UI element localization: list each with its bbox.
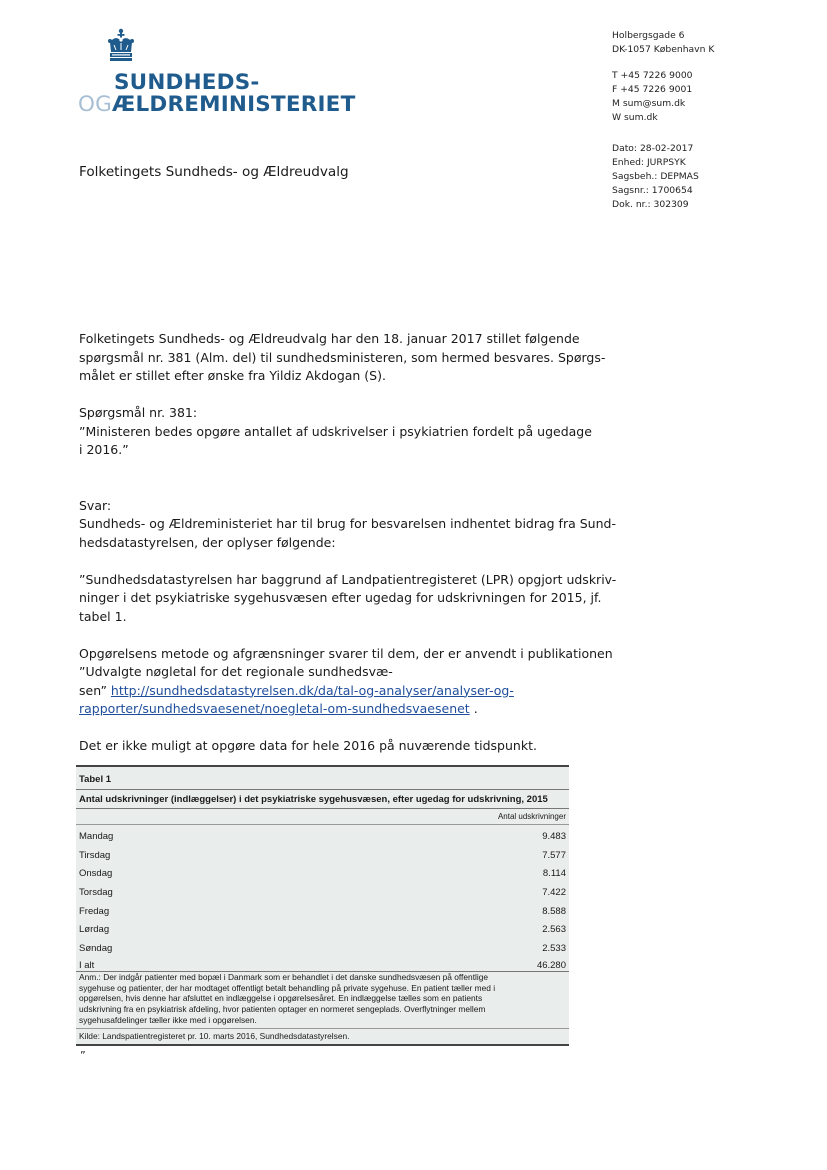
table-row bbox=[76, 884, 569, 903]
text-line: ”Ministeren bedes opgøre antallet af udskrivelser i psykiatrien fordelt på ugedage bbox=[79, 423, 592, 439]
end-quote: ” bbox=[80, 1049, 86, 1062]
row-value: 9.483 bbox=[542, 831, 566, 842]
row-label: Fredag bbox=[79, 905, 110, 917]
row-value: 2.563 bbox=[542, 924, 566, 936]
text-line: hedsdatastyrelsen, der oplyser følgende: bbox=[79, 534, 336, 550]
text-line: Folketingets Sundheds- og Ældreudvalg har den 18. januar 2017 stillet følgende bbox=[79, 331, 580, 346]
spacer bbox=[612, 57, 714, 69]
note-line: sygehusafdelinger tæller ikke med i opgørelsen. bbox=[79, 1015, 257, 1025]
row-value: 7.422 bbox=[542, 887, 566, 899]
meta-case-no: Sagsnr.: 1700654 bbox=[612, 185, 693, 196]
text-line: ”Sundhedsdatastyrelsen har baggrund af Landpatientregisteret (LPR) opgjort udskriv- bbox=[79, 571, 617, 587]
table-row bbox=[76, 865, 569, 884]
letter-body bbox=[79, 330, 617, 756]
meta-unit: Enhed: JURPSYK bbox=[612, 157, 686, 168]
spacer bbox=[79, 478, 579, 497]
address-city: DK-1057 København K bbox=[612, 44, 715, 55]
table-source: Kilde: Landspatientregisteret pr. 10. marts 2016, Sundhedsdatastyrelsen. bbox=[76, 1028, 569, 1046]
address-block bbox=[612, 29, 714, 212]
method-paragraph bbox=[79, 645, 613, 719]
text-fragment: sen” bbox=[79, 682, 107, 698]
address-street: Holbergsgade 6 bbox=[612, 30, 685, 41]
row-value: 8.588 bbox=[542, 905, 566, 917]
row-label: Søndag bbox=[79, 943, 113, 955]
table-row bbox=[76, 847, 569, 866]
table-column-header: Antal udskrivninger bbox=[76, 809, 569, 825]
meta-date: Dato: 28-02-2017 bbox=[612, 143, 694, 154]
table-row bbox=[76, 940, 569, 959]
address-fax: F +45 7226 9001 bbox=[612, 84, 693, 95]
text-line: ”Udvalgte nøgletal for det regionale sundhedsvæ- bbox=[79, 664, 393, 679]
quote-paragraph bbox=[79, 571, 617, 627]
ministry-logo bbox=[78, 28, 358, 120]
text-line: ninger i det psykiatriske sygehusvæsen efter ugedag for udskrivningen for 2015, jf. bbox=[79, 590, 602, 605]
logo-main: ÆLDREMINISTERIET bbox=[111, 92, 356, 117]
table-note bbox=[76, 971, 569, 1028]
text-line: målet er stillet efter ønske fra Yildiz Akdogan (S). bbox=[79, 368, 386, 383]
note-line: opgørelsen, hvis denne har afsluttet en indlæggelse i opgørelsesåret. En indlæggelse tælles som en patients bbox=[79, 993, 483, 1004]
meta-doc-no: Dok. nr.: 302309 bbox=[612, 199, 689, 210]
row-label: Tirsdag bbox=[79, 849, 111, 861]
row-value: 46.280 bbox=[536, 959, 566, 971]
text-line: spørgsmål nr. 381 (Alm. del) til sundhedsministeren, som hermed besvares. Spørgs- bbox=[79, 349, 606, 365]
row-label: Onsdag bbox=[79, 868, 113, 880]
note-line: sygehuse og patienter, der har modtaget offentligt betalt behandling på private sygehuse. En patient tæller med i bbox=[79, 982, 496, 993]
meta-case-handler: Sagsbeh.: DEPMAS bbox=[612, 171, 699, 182]
text-line: i 2016.” bbox=[79, 442, 129, 457]
table-subtitle: Antal udskrivninger (indlæggelser) i det psykiatriske sygehusvæsen, efter ugedag for udskrivning, 2015 bbox=[76, 789, 569, 809]
row-value: 7.577 bbox=[542, 849, 566, 861]
row-label: Mandag bbox=[79, 831, 114, 842]
answer-paragraph bbox=[79, 497, 616, 553]
logo-text-line2 bbox=[78, 92, 355, 117]
logo-text-line1: SUNDHEDS- bbox=[114, 70, 260, 95]
address-phone: T +45 7226 9000 bbox=[612, 70, 693, 81]
address-web: W sum.dk bbox=[612, 112, 658, 123]
note-line: Anm.: Der indgår patienter med bopæl i Danmark som er behandlet i det danske sundhedsvæsen på offentlige bbox=[79, 971, 489, 982]
table-row-total bbox=[76, 959, 569, 971]
text-line: tabel 1. bbox=[79, 608, 127, 624]
question-label: Spørgsmål nr. 381: bbox=[79, 405, 198, 420]
table-row bbox=[76, 921, 569, 940]
crown-icon bbox=[106, 28, 136, 68]
logo-prefix: OG bbox=[78, 92, 112, 117]
table-row bbox=[76, 903, 569, 922]
publication-link[interactable]: http://sundhedsdatastyrelsen.dk/da/tal-og-analyser/analyser-og- bbox=[110, 682, 514, 698]
note-line: udskrivning fra en psykiatrisk afdeling, hvor patienten optager en normeret sengeplads. Overflytninger mellem bbox=[79, 1004, 486, 1015]
address-mail: M sum@sum.dk bbox=[612, 98, 686, 109]
intro-paragraph bbox=[79, 330, 606, 386]
text-fragment: . bbox=[473, 701, 478, 716]
spacer bbox=[612, 125, 714, 142]
data-table bbox=[76, 765, 569, 1046]
recipient: Folketingets Sundheds- og Ældreudvalg bbox=[79, 164, 349, 180]
table-row bbox=[76, 828, 569, 847]
row-value: 8.114 bbox=[542, 868, 566, 880]
closing-sentence: Det er ikke muligt at opgøre data for hele 2016 på nuværende tidspunkt. bbox=[79, 738, 537, 753]
table-title: Tabel 1 bbox=[79, 774, 112, 785]
answer-label: Svar: bbox=[79, 497, 112, 513]
row-label: I alt bbox=[79, 959, 95, 971]
text-line: Opgørelsens metode og afgrænsninger svarer til dem, der er anvendt i publikationen bbox=[79, 645, 613, 661]
row-value: 2.533 bbox=[542, 943, 566, 955]
publication-link-continued[interactable]: rapporter/sundhedsvaesenet/noegletal-om-sundhedsvaesenet bbox=[79, 701, 470, 716]
text-line: Sundheds- og Ældreministeriet har til brug for besvarelsen indhentet bidrag fra Sund- bbox=[79, 516, 616, 531]
text-line bbox=[79, 682, 579, 701]
question-paragraph bbox=[79, 404, 592, 460]
row-label: Lørdag bbox=[79, 924, 110, 936]
text-line bbox=[79, 700, 579, 719]
row-label: Torsdag bbox=[79, 887, 113, 899]
